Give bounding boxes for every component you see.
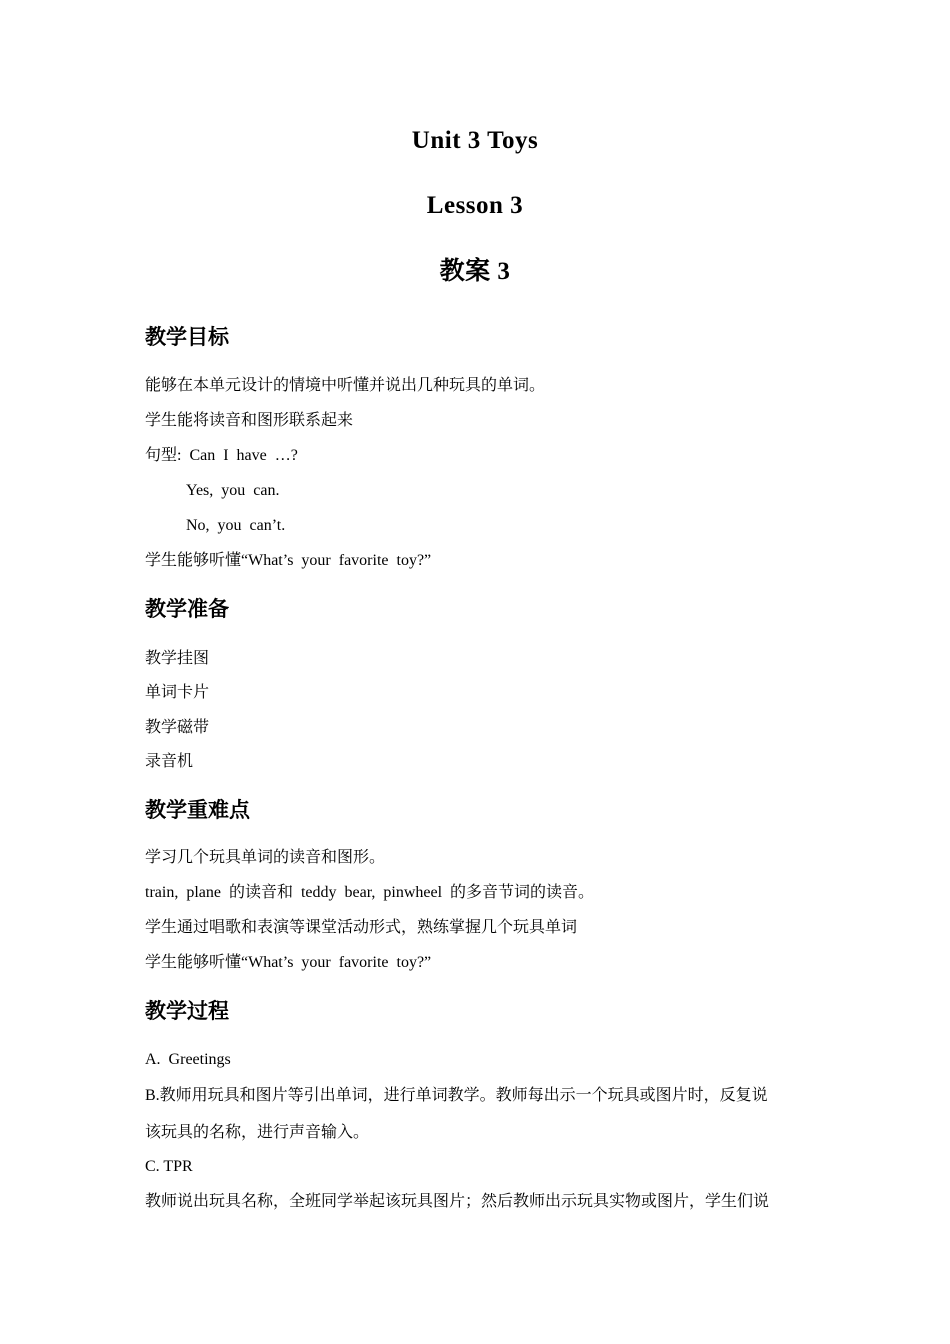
key-point-line: train, plane 的读音和 teddy bear, pinwheel 的多音节词的读音。 bbox=[145, 884, 595, 901]
process-line: B.教师用玩具和图片等引出单词，进行单词教学。教师每出示一个玩具或图片时，反复说 bbox=[145, 1087, 768, 1104]
process-line: 教师说出玩具名称，全班同学举起该玩具图片；然后教师出示玩具实物或图片，学生们说 bbox=[145, 1193, 770, 1210]
preparation-item: 单词卡片 bbox=[145, 684, 210, 701]
lesson-subtitle: Lesson 3 bbox=[426, 192, 524, 219]
objective-line: Yes, you can. bbox=[186, 482, 280, 499]
process-line: 该玩具的名称，进行声音输入。 bbox=[145, 1124, 370, 1141]
document-title: Unit 3 Toys bbox=[411, 127, 539, 154]
section-heading-objectives: 教学目标 bbox=[145, 325, 229, 349]
objective-line: 学生能将读音和图形联系起来 bbox=[145, 412, 354, 429]
section-heading-key-points: 教学重难点 bbox=[145, 798, 250, 822]
preparation-item: 教学磁带 bbox=[145, 719, 210, 736]
key-point-line: 学生通过唱歌和表演等课堂活动形式，熟练掌握几个玩具单词 bbox=[145, 919, 578, 936]
preparation-item: 教学挂图 bbox=[145, 650, 210, 667]
objective-line: 学生能够听懂“What’s your favorite toy?” bbox=[145, 552, 432, 569]
section-heading-preparation: 教学准备 bbox=[145, 597, 229, 621]
process-line: A. Greetings bbox=[145, 1051, 231, 1068]
process-line: C. TPR bbox=[145, 1158, 193, 1175]
objective-line: 能够在本单元设计的情境中听懂并说出几种玩具的单词。 bbox=[145, 377, 546, 394]
doc-label: 教案 3 bbox=[439, 258, 511, 285]
section-heading-process: 教学过程 bbox=[145, 999, 229, 1023]
key-point-line: 学生能够听懂“What’s your favorite toy?” bbox=[145, 954, 432, 971]
objective-line: 句型: Can I have …? bbox=[145, 447, 298, 464]
objective-line: No, you can’t. bbox=[186, 517, 286, 534]
key-point-line: 学习几个玩具单词的读音和图形。 bbox=[145, 849, 386, 866]
preparation-item: 录音机 bbox=[145, 753, 194, 770]
